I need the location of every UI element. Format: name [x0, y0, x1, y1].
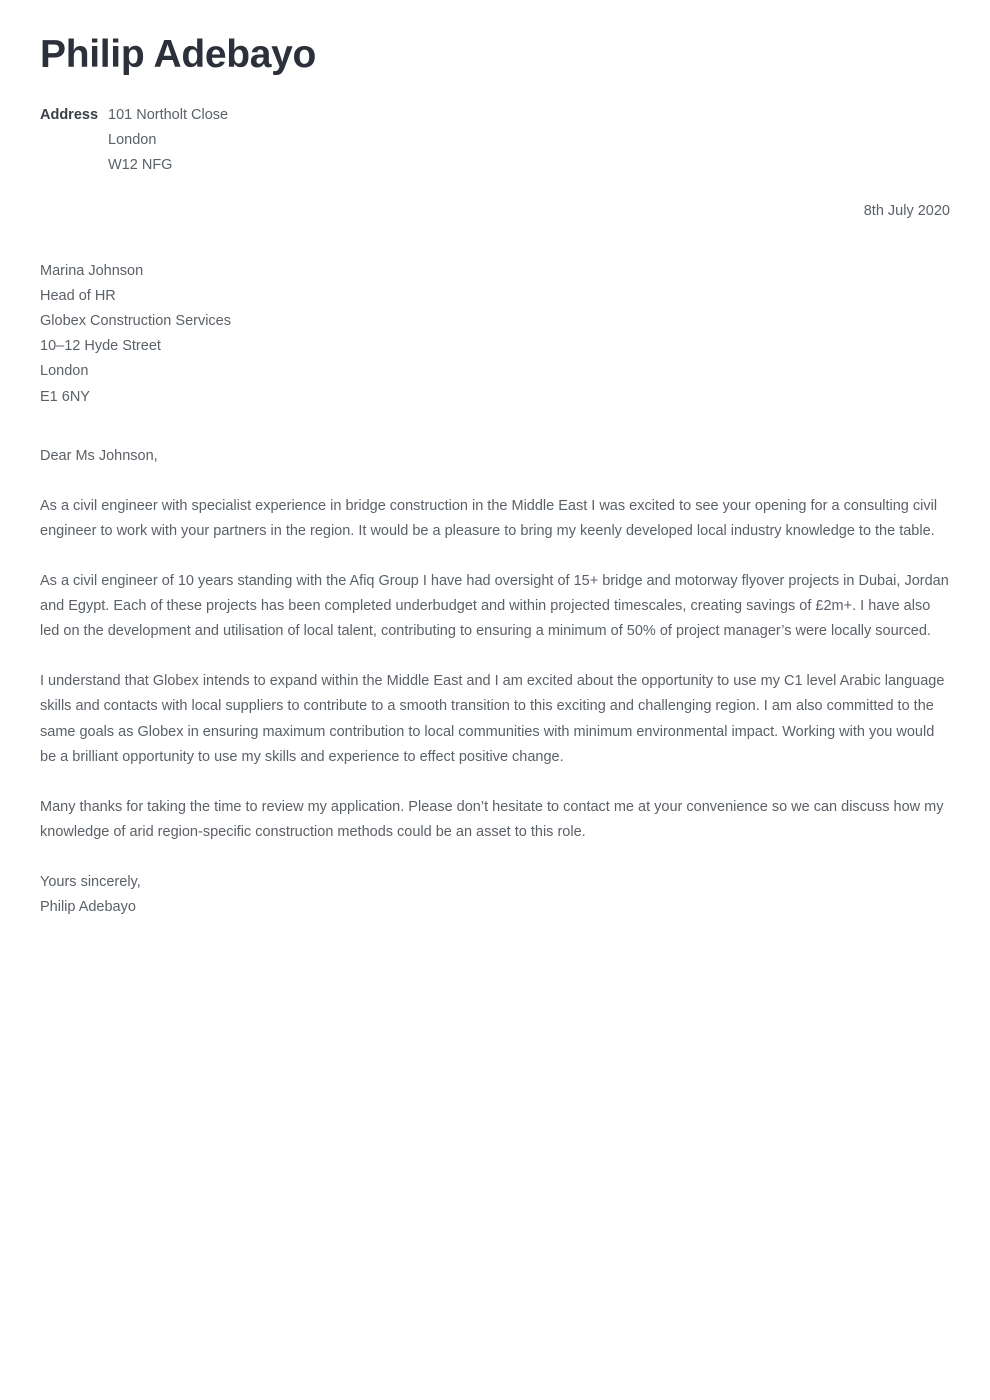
letter-body: [40, 494, 950, 845]
recipient-city: London: [40, 363, 89, 380]
sender-address-label: Address: [40, 106, 99, 123]
body-paragraph: As a civil engineer of 10 years standing with the Afiq Group I have had oversight of 15+ bridge and motorway flyover projects in Dubai, Jordan and Egypt. Each of these projects has been completed underbudget and within projected timescales, creating savings of £2m+. I have also led on the development and utilisation of local talent, contributing to ensuring a minimum of 50% of project manager’s were locally sourced.: [40, 573, 949, 640]
body-paragraph: I understand that Globex intends to expand within the Middle East and I am excited about the opportunity to use my C1 level Arabic language skills and contacts with local suppliers to contribute to a smooth transition to this exciting and challenging region. I am also committed to the same goals as Globex in ensuring maximum contribution to local communities with minimum environmental impact. Working with you would be a brilliant opportunity to use my skills and experience to effect positive change.: [40, 673, 945, 765]
sender-address-block: [40, 103, 950, 178]
signoff-block: [40, 870, 950, 920]
sender-address-row: [40, 103, 950, 128]
signoff-name: Philip Adebayo: [40, 899, 136, 916]
sender-address-line: London: [108, 131, 157, 148]
salutation: Dear Ms Johnson,: [40, 447, 158, 464]
sender-address-row: [40, 153, 950, 178]
body-paragraph: As a civil engineer with specialist experience in bridge construction in the Middle East I was excited to see your opening for a consulting civil engineer to work with your partners in the region. It would be a pleasure to bring my keenly developed local industry knowledge to the table.: [40, 497, 938, 539]
recipient-address-block: [40, 259, 950, 410]
letter-header: [40, 0, 950, 178]
sender-address-row: [40, 128, 950, 153]
page-title: Philip Adebayo: [40, 33, 317, 76]
sender-address-line: W12 NFG: [108, 156, 173, 173]
body-paragraph: Many thanks for taking the time to review my application. Please don’t hesitate to contact me at your convenience so we can discuss how my knowledge of arid region-specific construction methods could be an asset to this role.: [40, 798, 944, 840]
signoff-closing: Yours sincerely,: [40, 873, 141, 890]
sender-address-line: 101 Northolt Close: [108, 106, 229, 123]
recipient-company: Globex Construction Services: [40, 313, 231, 330]
recipient-postcode: E1 6NY: [40, 388, 90, 405]
letter-date: 8th July 2020: [863, 202, 950, 219]
recipient-street: 10–12 Hyde Street: [40, 338, 161, 355]
recipient-name: Marina Johnson: [40, 262, 144, 279]
recipient-job-title: Head of HR: [40, 287, 116, 304]
